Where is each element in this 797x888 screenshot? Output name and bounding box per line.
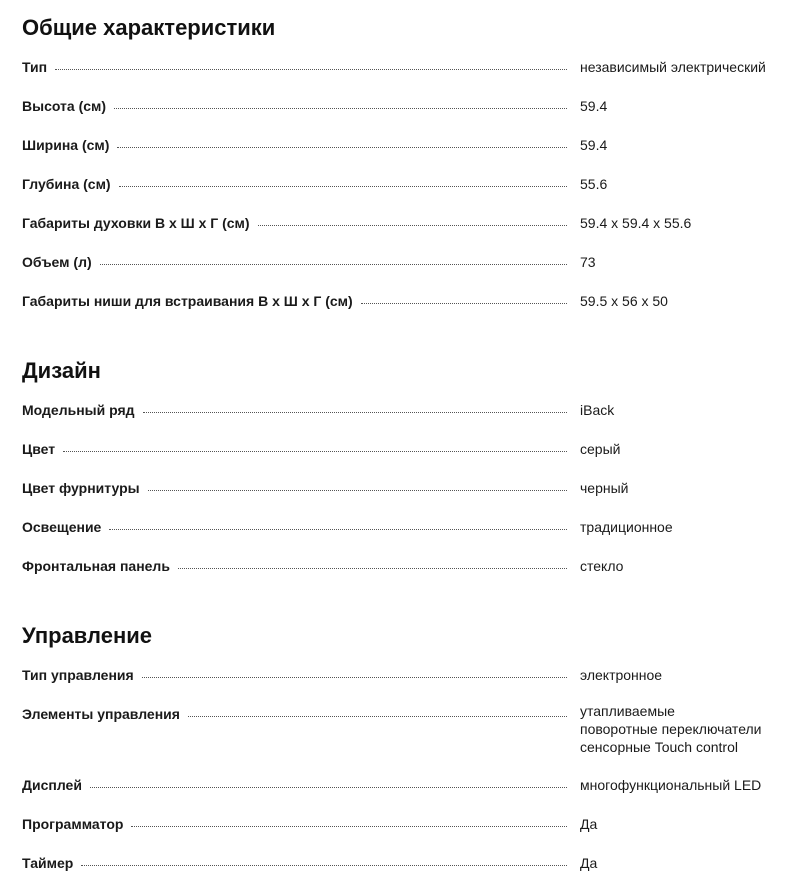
spec-value: 55.6 bbox=[580, 176, 608, 192]
dotted-leader bbox=[143, 400, 567, 413]
spec-label: Программатор bbox=[22, 816, 124, 832]
spec-label: Фронтальная панель bbox=[22, 558, 170, 574]
spec-value: электронное bbox=[580, 667, 663, 683]
section-title-controls: Управление bbox=[22, 623, 153, 648]
spec-value: независимый электрический bbox=[580, 59, 766, 75]
spec-row bbox=[22, 440, 797, 458]
spec-row bbox=[22, 815, 797, 833]
spec-value: 59.4 x 59.4 x 55.6 bbox=[580, 215, 692, 231]
spec-row bbox=[22, 479, 797, 497]
spec-value: 59.5 x 56 x 50 bbox=[580, 293, 668, 309]
spec-row bbox=[22, 58, 797, 76]
spec-row bbox=[22, 702, 797, 756]
dotted-leader bbox=[117, 135, 567, 148]
dotted-leader bbox=[81, 853, 567, 866]
dotted-leader bbox=[119, 174, 567, 187]
dotted-leader bbox=[258, 213, 567, 226]
spec-value: стекло bbox=[580, 558, 624, 574]
spec-value: традиционное bbox=[580, 519, 673, 535]
dotted-leader bbox=[109, 517, 567, 530]
spec-label: Глубина (см) bbox=[22, 176, 111, 192]
spec-label: Освещение bbox=[22, 519, 102, 535]
spec-row bbox=[22, 518, 797, 536]
dotted-leader bbox=[90, 775, 567, 788]
dotted-leader bbox=[361, 291, 567, 304]
spec-label: Дисплей bbox=[22, 777, 82, 793]
spec-label: Объем (л) bbox=[22, 254, 92, 270]
section-title-general: Общие характеристики bbox=[22, 15, 276, 40]
spec-value: 73 bbox=[580, 254, 596, 270]
dotted-leader bbox=[55, 57, 567, 70]
spec-label: Цвет bbox=[22, 441, 56, 457]
spec-row bbox=[22, 401, 797, 419]
spec-row bbox=[22, 214, 797, 232]
spec-label: Модельный ряд bbox=[22, 402, 135, 418]
spec-value: 59.4 bbox=[580, 98, 608, 114]
spec-label: Таймер bbox=[22, 855, 74, 871]
spec-value: утапливаемые поворотные переключатели сенсорные Touch control bbox=[580, 703, 762, 755]
spec-row bbox=[22, 175, 797, 193]
spec-value: черный bbox=[580, 480, 629, 496]
spec-value: Да bbox=[580, 855, 598, 871]
dotted-leader bbox=[178, 556, 567, 569]
spec-value: Да bbox=[580, 816, 598, 832]
spec-value: многофункциональный LED bbox=[580, 777, 762, 793]
dotted-leader bbox=[63, 439, 567, 452]
spec-row bbox=[22, 854, 797, 872]
spec-row bbox=[22, 666, 797, 684]
spec-label: Тип управления bbox=[22, 667, 134, 683]
spec-row bbox=[22, 136, 797, 154]
spec-row bbox=[22, 557, 797, 575]
spec-value: 59.4 bbox=[580, 137, 608, 153]
spec-row bbox=[22, 253, 797, 271]
dotted-leader bbox=[148, 478, 567, 491]
spec-label: Ширина (см) bbox=[22, 137, 110, 153]
spec-label: Высота (см) bbox=[22, 98, 107, 114]
spec-value: iBack bbox=[580, 402, 615, 418]
spec-label: Тип bbox=[22, 59, 48, 75]
spec-row bbox=[22, 776, 797, 794]
spec-row bbox=[22, 97, 797, 115]
spec-value: серый bbox=[580, 441, 621, 457]
spec-label: Габариты духовки В х Ш х Г (см) bbox=[22, 215, 250, 231]
dotted-leader bbox=[142, 665, 567, 678]
dotted-leader bbox=[114, 96, 567, 109]
spec-label: Элементы управления bbox=[22, 706, 180, 722]
dotted-leader bbox=[131, 814, 567, 827]
spec-row bbox=[22, 292, 797, 310]
dotted-leader bbox=[100, 252, 567, 265]
section-title-design: Дизайн bbox=[22, 358, 101, 383]
spec-label: Габариты ниши для встраивания В х Ш х Г (см) bbox=[22, 293, 353, 309]
spec-label: Цвет фурнитуры bbox=[22, 480, 140, 496]
dotted-leader bbox=[188, 704, 567, 717]
